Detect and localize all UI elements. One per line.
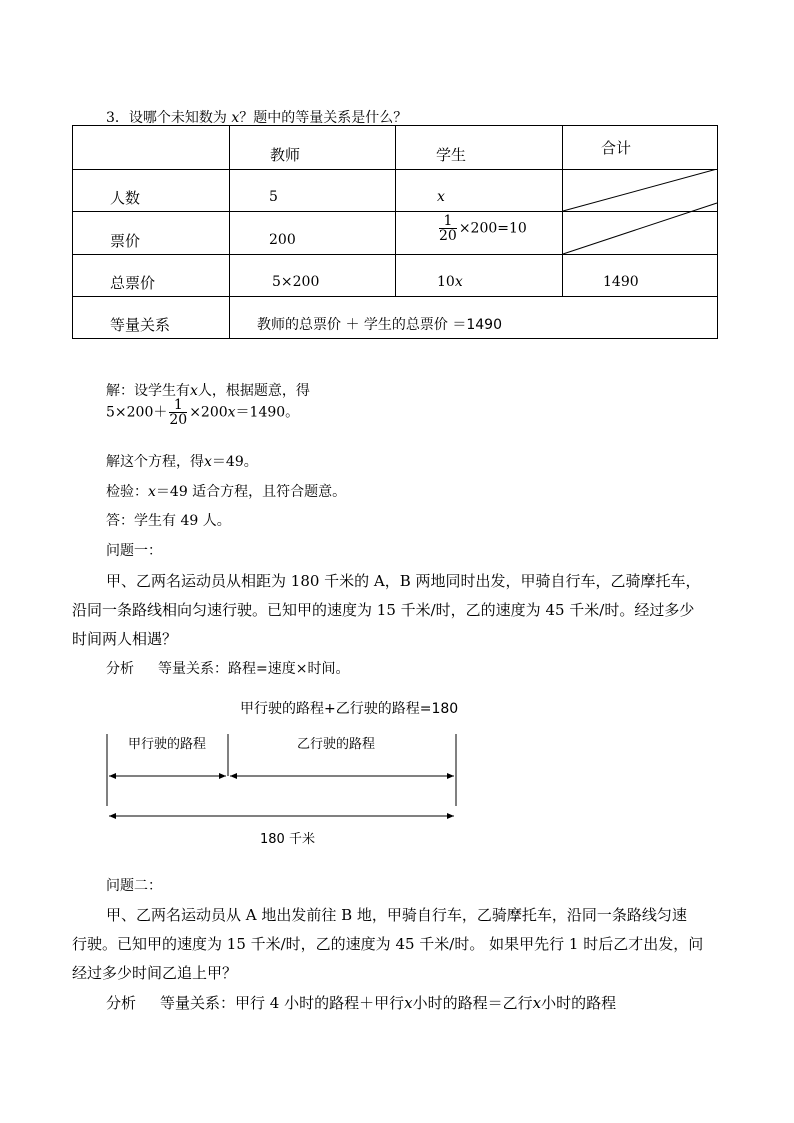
problem-1-line-2: 沿同一条路线相向匀速行驶。已知甲的速度为 15 千米/时，乙的速度为 45 千米/时。经过多少: [72, 601, 695, 619]
analysis-text: 等量关系：甲行 4 小时的路程＋甲行: [160, 994, 405, 1012]
problem-1-line-3: 时间两人相遇？: [72, 630, 178, 648]
analysis-text: 小时的路程: [541, 994, 617, 1012]
equation-table: [72, 125, 718, 339]
relation-text: 教师的总票价 ＋ 学生的总票价 ＝1490: [257, 317, 502, 333]
problem-1-title: 问题一：: [106, 543, 162, 559]
question-text-after: ？题中的等量关系是什么？: [239, 110, 408, 126]
segment-a-label: 甲行驶的路程: [128, 737, 207, 752]
row-label-relation: 等量关系: [110, 316, 171, 334]
analysis-label: 分析: [106, 994, 137, 1012]
arrowhead: [219, 773, 226, 779]
variable-x: x: [532, 994, 542, 1012]
solution-text: ＝49 适合方程，且符合题意。: [155, 484, 347, 500]
row-label-total-price: 总票价: [110, 274, 156, 292]
solution-text: 解这个方程，得: [106, 454, 204, 470]
total-distance-label: 180 千米: [260, 832, 315, 847]
header-total: 合计: [601, 139, 632, 157]
student-price: [437, 214, 527, 243]
solution-text: 解：设学生有: [106, 383, 190, 399]
equation-part: ＝1490。: [235, 404, 300, 421]
problem-2-line-3: 经过多少时间乙追上甲？: [72, 964, 238, 982]
equation-part: 5×200＋: [106, 404, 168, 421]
arrowhead: [109, 813, 116, 819]
row-label-count: 人数: [110, 189, 141, 207]
arrowhead: [109, 773, 116, 779]
diagonal-slash: [563, 203, 717, 254]
equation-part: ×200: [189, 404, 228, 421]
variable-x: x: [204, 454, 212, 470]
student-total-price: [437, 274, 463, 290]
solution-answer: 答：学生有 49 人。: [106, 513, 231, 529]
problem-1-analysis: [106, 658, 349, 678]
row-label-price: 票价: [110, 232, 141, 250]
teacher-count: 5: [269, 189, 278, 205]
arrowhead: [447, 773, 454, 779]
variable-x: x: [404, 994, 413, 1012]
diagonal-slash: [563, 169, 717, 211]
analysis-label: 分析: [106, 661, 134, 677]
empty-cell-slashes: [562, 169, 718, 255]
solution-text: 检验：: [106, 484, 148, 500]
solution-text: 人，根据题意，得: [197, 383, 310, 399]
problem-2-line-1: 甲、乙两名运动员从 A 地出发前往 B 地，甲骑自行车，乙骑摩托车，沿同一条路线匀速: [106, 906, 687, 924]
student-total-var: x: [454, 274, 463, 290]
analysis-text: 等量关系：路程=速度×时间。: [158, 661, 350, 677]
solution-check: [106, 481, 346, 501]
diagram-top-label: 甲行驶的路程+乙行驶的路程=180: [240, 701, 459, 717]
question-3-heading: [106, 107, 407, 127]
arrowhead: [447, 813, 454, 819]
solution-line-1: [106, 380, 310, 400]
analysis-text: 小时的路程＝乙行: [412, 994, 533, 1012]
header-teacher: 教师: [270, 146, 301, 164]
question-number: 3．: [106, 110, 129, 126]
solution-text: ＝49。: [211, 454, 258, 470]
variable-x: x: [231, 110, 240, 126]
problem-1-line-1: 甲、乙两名运动员从相距为 180 千米的 A，B 两地同时出发，甲骑自行车，乙骑摩托车，: [106, 572, 701, 590]
solution-equation: [106, 398, 299, 427]
fraction: [439, 214, 457, 243]
solution-line-3: [106, 451, 258, 471]
segment-b-label: 乙行驶的路程: [297, 737, 376, 752]
teacher-total-price: 5×200: [272, 274, 320, 290]
fraction-numerator: 1: [439, 214, 457, 229]
student-count: x: [437, 189, 445, 205]
problem-2-title: 问题二：: [106, 878, 162, 894]
variable-x: x: [148, 484, 156, 500]
question-text-before: 设哪个未知数为: [128, 110, 227, 126]
table-col-divider: [229, 126, 230, 338]
fraction: [169, 398, 187, 427]
fraction-numerator: 1: [169, 398, 187, 413]
student-total-coef: 10: [437, 274, 455, 290]
grand-total: 1490: [603, 274, 639, 290]
header-student: 学生: [436, 146, 467, 164]
teacher-price: 200: [269, 232, 296, 248]
variable-x: x: [190, 383, 198, 399]
problem-2-analysis: [106, 992, 616, 1013]
problem-2-line-2: 行驶。已知甲的速度为 15 千米/时，乙的速度为 45 千米/时。 如果甲先行 1 时后乙才出发，问: [72, 935, 704, 953]
variable-x: x: [227, 404, 236, 421]
fraction-denominator: 20: [169, 412, 188, 428]
arrowhead: [230, 773, 237, 779]
fraction-denominator: 20: [439, 228, 457, 244]
student-price-rest: ×200=10: [458, 220, 527, 237]
table-col-divider: [395, 126, 396, 297]
